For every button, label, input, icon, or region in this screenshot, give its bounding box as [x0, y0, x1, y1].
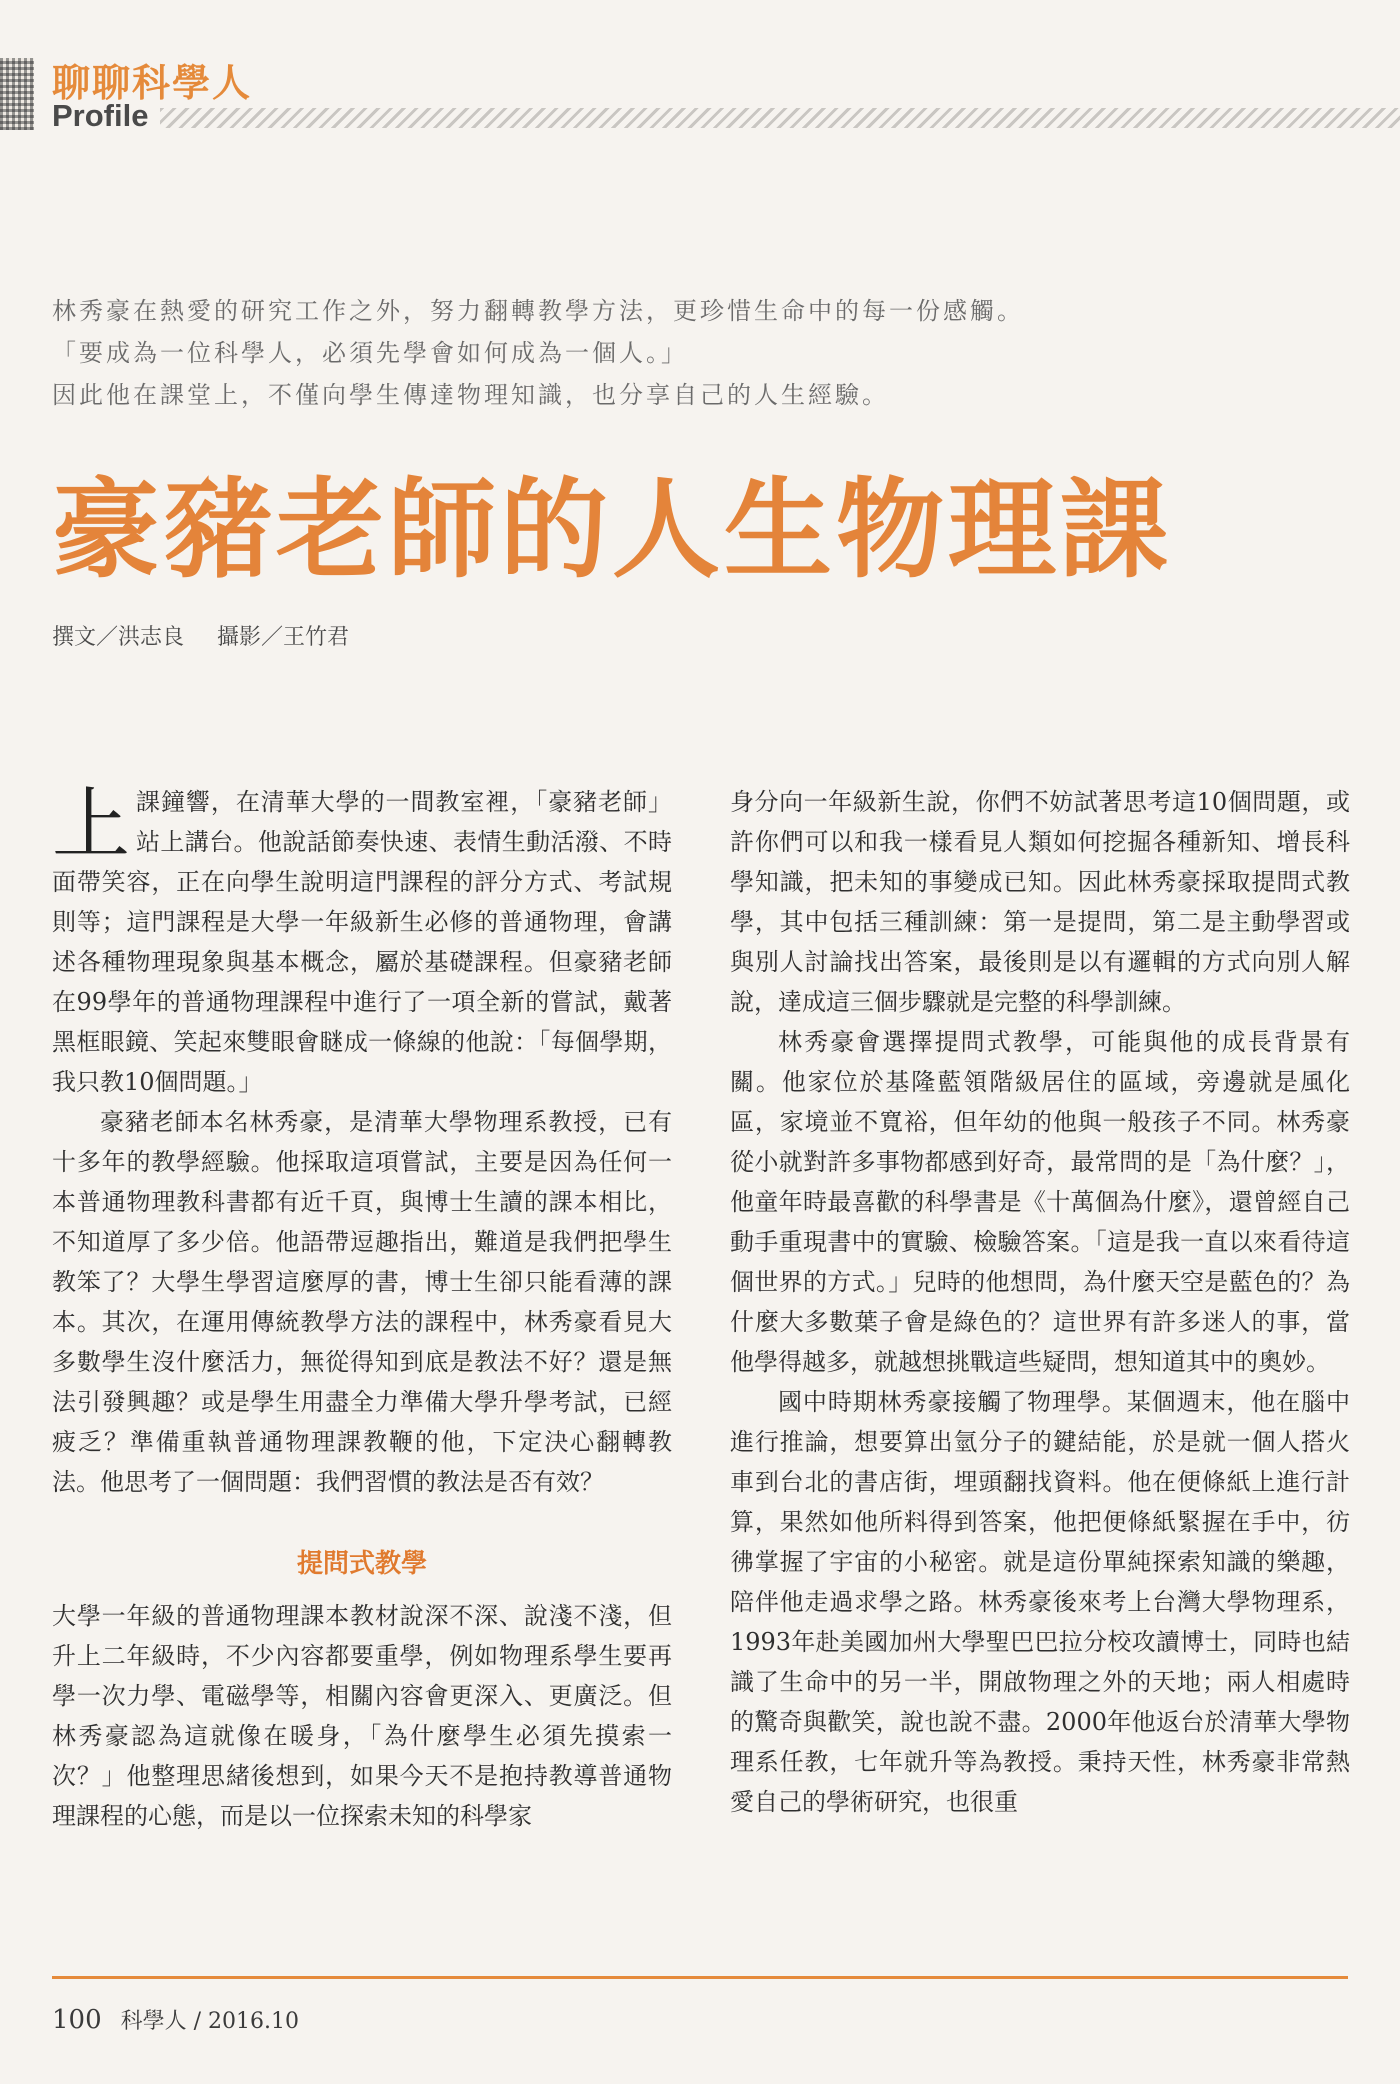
byline: [52, 620, 375, 651]
paragraph: 豪豬老師本名林秀豪，是清華大學物理系教授，已有十多年的教學經驗。他採取這項嘗試，主要是因為任何一本普通物理教科書都有近千頁，與博士生讀的課本相比，不知道厚了多少倍。他語帶逗趣指出，難道是我們把學生教笨了？大學生學習這麼厚的書，博士生卻只能看薄的課本。其次，在運用傳統教學方法的課程中，林秀豪看見大多數學生沒什麼活力，無從得知到底是教法不好？還是無法引發興趣？或是學生用盡全力準備大學升學考試，已經疲乏？準備重執普通物理課教鞭的他，下定決心翻轉教法。他思考了一個問題：我們習慣的教法是否有效？: [52, 1108, 672, 1496]
hatch-rule: [160, 108, 1400, 128]
page-number: 100: [52, 2005, 102, 2035]
intro-line: 林秀豪在熱愛的研究工作之外，努力翻轉教學方法，更珍惜生命中的每一份感觸。: [52, 297, 1024, 325]
paragraph: [52, 782, 672, 1102]
subhead: 提問式教學: [296, 1549, 427, 1579]
section-name: 聊聊科學人: [52, 61, 253, 105]
article-title: 豪豬老師的人生物理課: [52, 467, 1173, 593]
paragraph-text: 課鐘響，在清華大學的一間教室裡，「豪豬老師」站上講台。他說話節奏快速、表情生動活潑、不時面帶笑容，正在向學生說明這門課程的評分方式、考試規則等；這門課程是大學一年級新生必修的普通物理，會講述各種物理現象與基本概念，屬於基礎課程。但豪豬老師在99學年的普通物理課程中進行了一項全新的嘗試，戴著黑框眼鏡、笑起來雙眼會瞇成一條線的他說：「每個學期，我只教10個問題。」: [52, 788, 672, 1096]
footer-rule: [52, 1976, 1348, 1979]
byline-writer: 撰文／洪志良: [52, 625, 185, 650]
issue-label: 科學人 / 2016.10: [120, 2009, 300, 2034]
paragraph: 身分向一年級新生說，你們不妨試著思考這10個問題，或許你們可以和我一樣看見人類如何挖掘各種新知、增長科學知識，把未知的事變成已知。因此林秀豪採取提問式教學，其中包括三種訓練：第一是提問，第二是主動學習或與別人討論找出答案，最後則是以有邏輯的方式向別人解說，達成這三個步驟就是完整的科學訓練。: [730, 788, 1350, 1016]
byline-photo: 攝影／王竹君: [217, 625, 350, 650]
dropcap: 上: [52, 780, 131, 870]
intro-line: 因此他在課堂上，不僅向學生傳達物理知識，也分享自己的人生經驗。: [52, 381, 889, 409]
paragraph: 林秀豪會選擇提問式教學，可能與他的成長背景有關。他家位於基隆藍領階級居住的區域，旁邊就是風化區，家境並不寬裕，但年幼的他與一般孩子不同。林秀豪從小就對許多事物都感到好奇，最常問的是「為什麼？」，他童年時最喜歡的科學書是《十萬個為什麼》，還曾經自己動手重現書中的實驗、檢驗答案。「這是我一直以來看待這個世界的方式。」兒時的他想問，為什麼天空是藍色的？為什麼大多數葉子會是綠色的？這世界有許多迷人的事，當他學得越多，就越想挑戰這些疑問，想知道其中的奧妙。: [730, 1028, 1350, 1376]
column-right: [730, 782, 1350, 1822]
paragraph: 國中時期林秀豪接觸了物理學。某個週末，他在腦中進行推論，想要算出氫分子的鍵結能，於是就一個人搭火車到台北的書店街，埋頭翻找資料。他在便條紙上進行計算，果然如他所料得到答案，他把便條紙緊握在手中，彷彿掌握了宇宙的小秘密。就是這份單純探索知識的樂趣，陪伴他走過求學之路。林秀豪後來考上台灣大學物理系，1993年赴美國加州大學聖巴巴拉分校攻讀博士，同時也結識了生命中的另一半，開啟物理之外的天地；兩人相處時的驚奇與歡笑，說也說不盡。2000年他返台於清華大學物理系任教，七年就升等為教授。秉持天性，林秀豪非常熱愛自己的學術研究，也很重: [730, 1388, 1350, 1816]
footer: [52, 2004, 299, 2035]
intro-line: 「要成為一位科學人，必須先學會如何成為一個人。」: [52, 339, 688, 367]
intro-text: [52, 290, 1112, 416]
column-left: [52, 782, 672, 1836]
paragraph: 大學一年級的普通物理課本教材說深不深、說淺不淺，但升上二年級時，不少內容都要重學，例如物理系學生要再學一次力學、電磁學等，相關內容會更深入、更廣泛。但林秀豪認為這就像在暖身，「為什麼學生必須先摸索一次？」他整理思緒後想到，如果今天不是抱持教導普通物理課程的心態，而是以一位探索未知的科學家: [52, 1602, 672, 1830]
corner-pattern: [0, 58, 34, 130]
section-subtitle: Profile: [52, 98, 149, 133]
